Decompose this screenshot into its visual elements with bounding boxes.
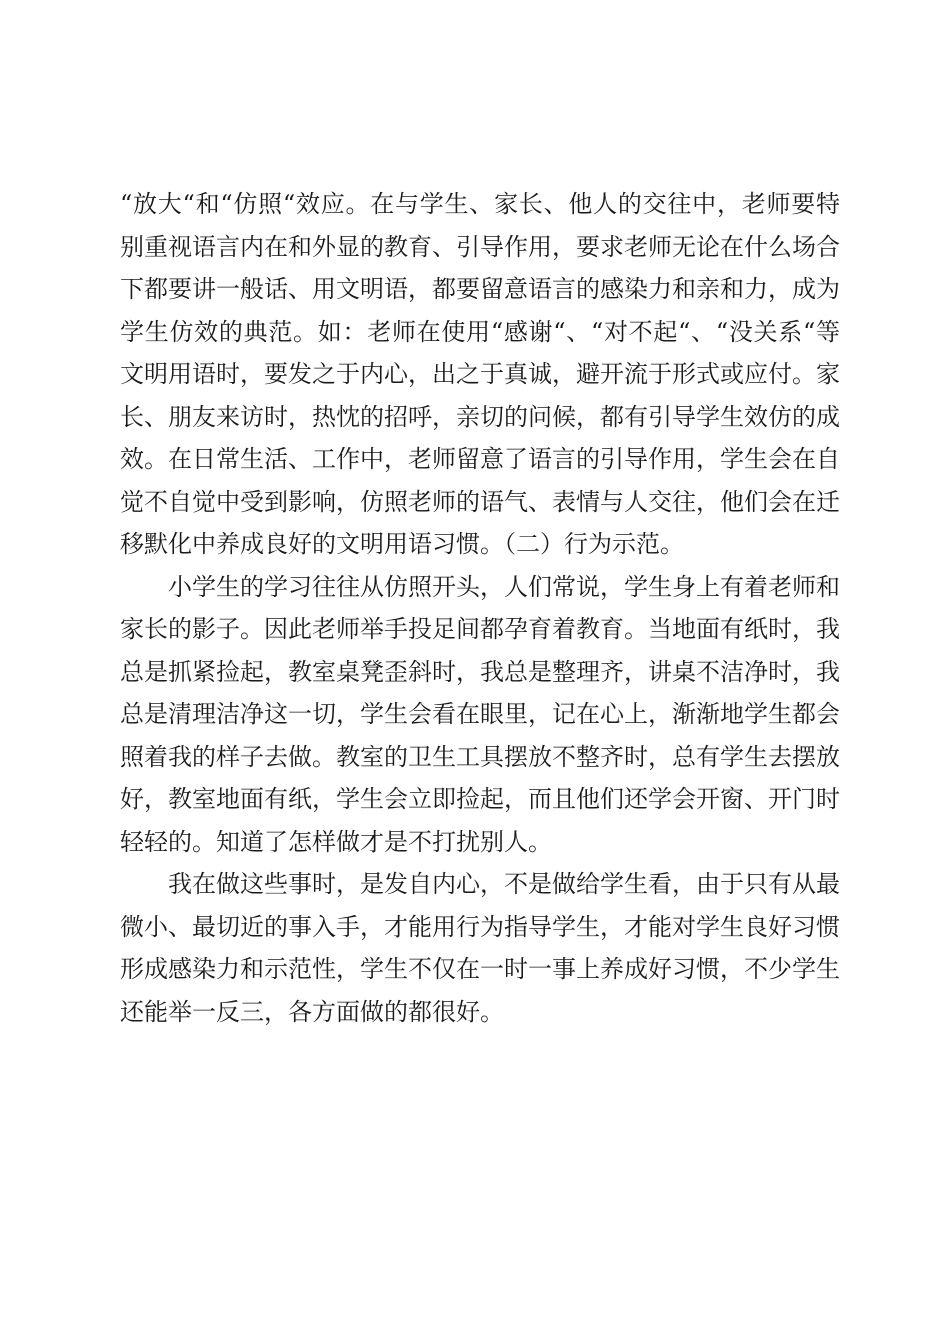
paragraph-3: 我在做这些事时，是发自内心，不是做给学生看，由于只有从最微小、最切近的事入手，才能用行为指导学生，才能对学生良好习惯形成感染力和示范性，学生不仅在一时一事上养成好习惯，不少学生还能举一反三，各方面做的都很好。	[120, 870, 840, 1026]
paragraph-1: “放大“和“仿照“效应。在与学生、家长、他人的交往中，老师要特别重视语言内在和外显的教育、引导作用，要求老师无论在什么场合下都要讲一般话、用文明语，都要留意语言的感染力和亲和力，成为学生仿效的典范。如：老师在使用“感谢“、“对不起“、“没关系“等文明用语时，要发之于内心，出之于真诚，避开流于形式或应付。家长、朋友来访时，热忱的招呼，亲切的问候，都有引导学生效仿的成效。在日常生活、工作中，老师留意了语言的引导作用，学生会在自觉不自觉中受到影响，仿照老师的语气、表情与人交往，他们会在迁移默化中养成良好的文明用语习惯。（二）行为示范。	[120, 190, 840, 558]
document-body	[120, 183, 840, 1033]
paragraph-2: 小学生的学习往往从仿照开头，人们常说，学生身上有着老师和家长的影子。因此老师举手投足间都孕育着教育。当地面有纸时，我总是抓紧捡起，教室桌凳歪斜时，我总是整理齐，讲桌不洁净时，我总是清理洁净这一切，学生会看在眼里，记在心上，渐渐地学生都会照着我的样子去做。教室的卫生工具摆放不整齐时，总有学生去摆放好，教室地面有纸，学生会立即捡起，而且他们还学会开窗、开门时轻轻的。知道了怎样做才是不打扰别人。	[120, 572, 840, 856]
